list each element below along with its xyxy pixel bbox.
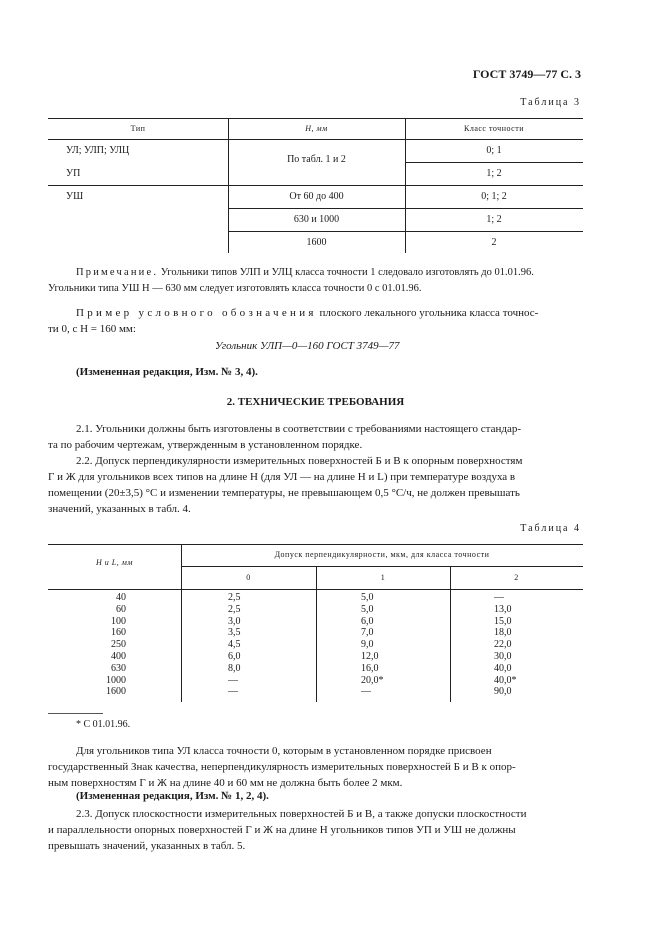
revision-note-1: (Измененная редакция, Изм. № 3, 4). <box>76 366 258 378</box>
table4-cell-size: 60 <box>116 603 126 615</box>
table3-header-class: Класс точности <box>464 124 524 133</box>
table4-header-class-2: 2 <box>514 573 519 582</box>
page-header: ГОСТ 3749—77 С. 3 <box>472 67 581 81</box>
example-text1: плоского лекального угольника класса точнос- <box>316 307 539 319</box>
table4-header-class-1: 1 <box>380 573 386 582</box>
table4-cell-value: — <box>228 674 238 686</box>
paragraph-line: помещении (20±3,5) °С и изменении температуры, не превышающем 0,5 °С/ч, не должен превышать <box>48 487 520 499</box>
table4-cell-size: 160 <box>111 627 126 639</box>
table3-note <box>48 265 583 297</box>
paragraph-line: 2.1. Угольники должны быть изготовлены в соответствии с требованиями настоящего стандар- <box>76 423 521 435</box>
table4-cell-value: — <box>361 686 371 698</box>
table4-cell-value: 2,5 <box>228 603 241 615</box>
table4-cell-value: — <box>228 686 238 698</box>
paragraph-line: государственный Знак качества, неперпендикулярность измерительных поверхностей Б и В к опор- <box>48 761 516 773</box>
table4-cell-value: 15,0 <box>494 615 512 627</box>
table3-header-h: H, мм <box>305 124 328 133</box>
section-title: 2. ТЕХНИЧЕСКИЕ ТРЕБОВАНИЯ <box>226 396 405 408</box>
table4-cell-value: 6,0 <box>228 651 241 662</box>
table3-cell-h: По табл. 1 и 2 <box>287 154 346 165</box>
table4-header-size: H и L, мм <box>96 558 133 567</box>
table3-cell-class: 0; 1; 2 <box>481 191 507 202</box>
paragraph-line: ным поверхностям Г и Ж на длине 40 и 60 мм не должна быть более 2 мкм. <box>48 777 403 789</box>
table4-cell-value: 13,0 <box>494 603 512 615</box>
table4-cell-value: — <box>494 592 504 603</box>
table4-cell-value: 18,0 <box>494 627 512 639</box>
table4-cell-value: 20,0* <box>361 674 384 686</box>
paragraph-line: превышать значений, указанных в табл. 5. <box>48 840 246 852</box>
table4-cell-size: 400 <box>111 651 126 662</box>
note-text1: Угольники типов УЛП и УЛЦ класса точности 1 следовало изготовлять до 01.01.96. <box>158 267 534 278</box>
paragraph-2-1 <box>48 421 583 453</box>
table4-cell-value: 8,0 <box>228 662 241 674</box>
table3-caption: Таблица 3 <box>520 97 581 108</box>
table4-cell-value: 9,0 <box>361 639 374 651</box>
table4-cell-value: 22,0 <box>494 639 512 651</box>
table3-cell-h: От 60 до 400 <box>289 191 344 202</box>
table3-cell-h: 1600 <box>306 237 327 248</box>
note-label: Примечание. <box>76 267 159 278</box>
table4-header-class-0: 0 <box>246 573 251 582</box>
table3-cell-type: УЛ; УЛП; УЛЦ <box>66 145 130 156</box>
table4-cell-size: 250 <box>111 639 126 651</box>
paragraph-line: 2.3. Допуск плоскостности измерительных поверхностей Б и В, а также допуски плоскостности <box>76 808 527 820</box>
table4-cell-value: 3,0 <box>228 615 241 627</box>
table4-cell-size: 100 <box>111 615 126 627</box>
paragraph-line: Г и Ж для угольников всех типов на длине H (для УЛ — на длине H и L) при температуре воздуха в <box>48 471 516 483</box>
paragraph-line: та по рабочим чертежам, утвержденным в установленном порядке. <box>48 439 363 451</box>
paragraph-line: значений, указанных в табл. 4. <box>48 503 191 515</box>
table4-cell-value: 7,0 <box>361 627 374 639</box>
table4-cell-value: 5,0 <box>361 603 374 615</box>
table3-cell-type: УШ <box>66 191 84 202</box>
table4-cell-value: 2,5 <box>228 592 241 603</box>
footnote: * С 01.01.96. <box>76 719 131 730</box>
table3-header-type: Тип <box>130 124 146 133</box>
example-designation: Угольник УЛП—0—160 ГОСТ 3749—77 <box>215 340 400 352</box>
table4-caption: Таблица 4 <box>520 523 581 534</box>
table4-cell-value: 40,0 <box>494 662 512 674</box>
note-text2: Угольники типа УШ H — 630 мм следует изготовлять класса точности 0 с 01.01.96. <box>48 283 422 294</box>
revision-note-2: (Измененная редакция, Изм. № 1, 2, 4). <box>76 790 269 802</box>
paragraph-2-2 <box>48 453 583 517</box>
example-text2: ти 0, с H = 160 мм: <box>48 323 136 335</box>
example-paragraph <box>48 305 583 337</box>
table4-header-group: Допуск перпендикулярности, мкм, для класса точности <box>274 550 490 559</box>
table4-cell-size: 1000 <box>106 674 126 686</box>
table4-cell-size: 1600 <box>106 686 126 698</box>
table4-cell-value: 30,0 <box>494 651 512 662</box>
paragraph-2-3 <box>48 806 583 854</box>
paragraph-ul <box>48 743 583 791</box>
table4-cell-value: 90,0 <box>494 686 512 698</box>
table4-cell-value: 5,0 <box>361 592 374 603</box>
table4-cell-value: 40,0* <box>494 674 517 686</box>
paragraph-line: Для угольников типа УЛ класса точности 0, которым в установленном порядке присвоен <box>76 745 492 757</box>
paragraph-line: и параллельности опорных поверхностей Г и Ж на длине H угольников типов УП и УШ не должны <box>48 824 516 836</box>
table4-cell-size: 40 <box>116 592 126 603</box>
table3-cell-class: 1; 2 <box>486 214 502 225</box>
table3-cell-class: 2 <box>491 237 497 248</box>
table3-cell-class: 0; 1 <box>486 145 502 156</box>
table4-cell-value: 6,0 <box>361 615 374 627</box>
example-label: Пример условного обозначения <box>76 307 317 319</box>
table3-cell-type: УП <box>66 168 81 179</box>
paragraph-line: 2.2. Допуск перпендикулярности измерительных поверхностей Б и В к опорным поверхностям <box>76 455 523 467</box>
table4-cell-size: 630 <box>111 662 126 674</box>
table3-cell-h: 630 и 1000 <box>293 214 340 225</box>
table4-cell-value: 3,5 <box>228 627 241 639</box>
table3-cell-class: 1; 2 <box>486 168 502 179</box>
table4-cell-value: 12,0 <box>361 651 379 662</box>
table4-cell-value: 4,5 <box>228 639 241 651</box>
table4-cell-value: 16,0 <box>361 662 379 674</box>
